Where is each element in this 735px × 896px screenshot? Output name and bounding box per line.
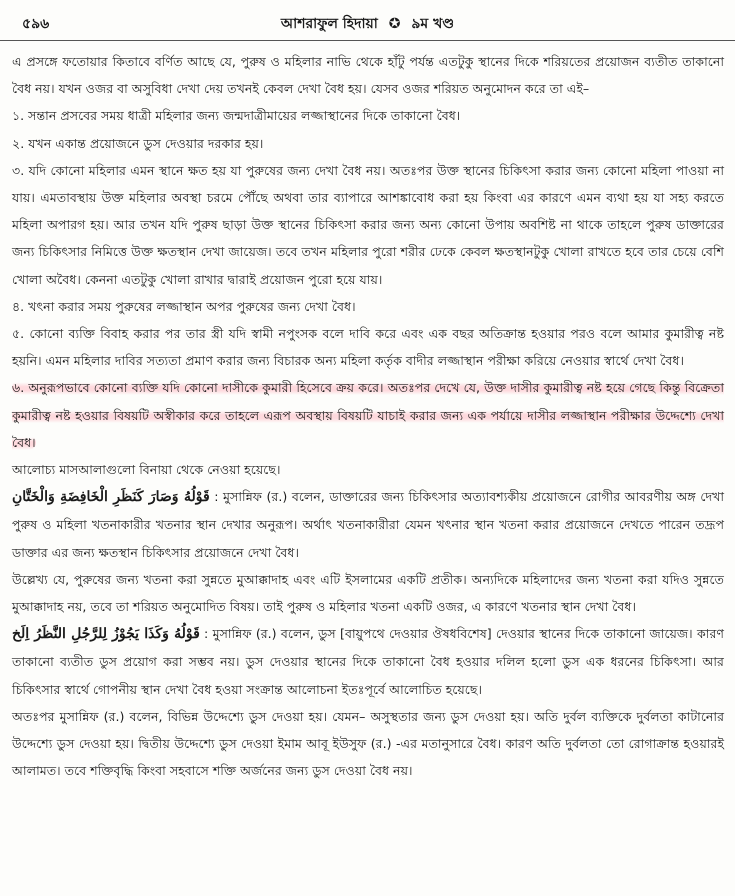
arabic-heading-1: قَوْلُهُ وَصَارَ كَنَظَرِ الْخَافِضَةِ وَالْخَتَّانِ [12, 489, 210, 506]
list-item-3: ৩. যদি কোনো মহিলার এমন স্থানে ক্ষত হয় যা পুরুষের জন্য দেখা বৈধ নয়। অতঃপর উক্ত স্থানের চিকিৎসা করার জন্য কোনো মহিলা পাওয়া না যায়। এমতাবস্থায় উক্ত মহিলার অবস্থা চরমে পৌঁছে অথবা তার ব্যাপারে আশঙ্কাবোধ করা হয় কিংবা এর কারণে এমন ব্যথা হয় যা সহ্য করতে মহিলা অপারগ হয়। আর তখন যদি পুরুষ ছাড়া উক্ত স্থানের চিকিৎসা করার জন্য অন্য কোনো উপায় অবশিষ্ট না থাকে তাহলে পুরুষ ডাক্তারের জন্য চিকিৎসার নিমিত্তে উক্ত ক্ষতস্থান দেখা জায়েজ। তবে তখন মহিলার পুরো শরীর ঢেকে কেবল ক্ষতস্থানটুকু খোলা রাখতে হবে তার চেয়ে বেশি খোলা অবৈধ। কেননা এতটুকু খোলা রাখার দ্বারাই প্রয়োজন পুরো হয়ে যায়। [12, 162, 724, 287]
highlight-mark: ৬. অনুরূপভাবে কোনো ব্যক্তি যদি কোনো দাসীকে কুমারী হিসেবে ক্রয় করে। অতঃপর দেখে যে, উক্ত দাসীর কুমারীত্ব নষ্ট হয়ে গেছে কিন্তু বিক্রেতা কুমারীত্ব নষ্ট হওয়ার বিষয়টি অস্বীকার করে তাহলে এরূপ অবস্থায় বিষয়টি যাচাই করার জন্য এক পর্যায়ে দাসীর লজ্জাস্থান পরীক্ষার উদ্দেশ্যে দেখা বৈধ। [12, 380, 724, 450]
commentary-2-lead: : মুসান্নিফ (র.) বলেন, ডুস [বায়ুপথে দেওয়ার ঔষধবিশেষ] দেওয়ার স্থানের দিকে [199, 626, 600, 642]
list-item-5: ৫. কোনো ব্যক্তি বিবাহ করার পর তার স্ত্রী যদি স্বামী নপুংসক বলে দাবি করে এবং এক বছর অতিক্রান্ত হওয়ার পরও বলে আমার কুমারীত্ব নষ্ট হয়নি। এমন মহিলার দাবির সত্যতা প্রমাণ করার জন্য বিচারক অন্য মহিলা কর্তৃক বাদীর লজ্জাস্থান পরীক্ষা করিয়ে নেওয়ার স্বার্থে দেখা বৈধ। [12, 326, 724, 369]
source-note: আলোচ্য মাসআলাগুলো বিনায়া থেকে নেওয়া হয়েছে। [12, 462, 281, 478]
intro-paragraph: এ প্রসঙ্গে ফতোয়ার কিতাবে বর্ণিত আছে যে, পুরুষ ও মহিলার নাভি থেকে হাঁটু পর্যন্ত এতটুকু স্থানের দিকে শরিয়তের প্রয়োজন ব্যতীত তাকানো বৈধ নয়। যখন ওজর বা অসুবিধা দেখা দেয় তখনই কেবল দেখা বৈধ হয়। যেসব ওজর শরিয়ত অনুমোদন করে তা এই– [12, 54, 724, 97]
commentary-1-lead: : মুসান্নিফ (র.) বলেন, ডাক্তারের জন্য চিকিৎসার অত্যাবশ্যকীয় প্রয়োজনে রোগীর [209, 489, 621, 505]
circumcision-note: উল্লেখ্য যে, পুরুষের জন্য খতনা করা সুন্নতে মুআক্কাদাহ এবং এটি ইসলামের একটি প্রতীক। অন্যদিকে মহিলাদের জন্য খতনা করা যদিও সুন্নতে মুআক্কাদাহ নয়, তবে তা শরিয়ত অনুমোদিত বিষয়। তাই পুরুষ ও মহিলার খতনা একটি ওজর, এ কারণে খতনার স্থান দেখা বৈধ। [12, 571, 724, 615]
commentary-paragraph-2 [12, 620, 724, 703]
list-item-2: ২. যখন একান্ত প্রয়োজনে ডুস দেওয়ার দরকার হয়। [12, 135, 264, 151]
list-item-4: ৪. খৎনা করার সময় পুরুষের লজ্জাস্থান অপর পুরুষের জন্য দেখা বৈধ। [12, 298, 356, 314]
page-header [0, 0, 735, 41]
commentary-1-body: আবরণীয় অঙ্গ দেখা পুরুষ ও মহিলা খতনাকারীর খতনার স্থান দেখার অনুরূপ। অর্থাৎ খতনাকারীরা যেমন খৎনার স্থান খতনা করার প্রয়োজনে দেখতে পারেন তদ্রূপ ডাক্তার এর জন্য ক্ষতস্থান চিকিৎসার প্রয়োজনে দেখা বৈধ। [12, 489, 724, 560]
list-item-6-highlighted [12, 374, 724, 456]
list-item-1: ১. সন্তান প্রসবের সময় ধাত্রী মহিলার জন্য জন্মদাত্রীমায়ের লজ্জাস্থানের দিকে তাকানো বৈধ। [12, 108, 461, 124]
closing-paragraph: অতঃপর মুসান্নিফ (র.) বলেন, বিভিন্ন উদ্দেশ্যে ডুস দেওয়া হয়। যেমন– অসুস্থতার জন্য ডুস দেওয়া হয়। অতি দুর্বল ব্যক্তিকে দুর্বলতা কাটানোর উদ্দেশ্যে ডুস দেওয়া হয়। দ্বিতীয় উদ্দেশ্যে ডুস দেওয়া ইমাম আবূ ইউসুফ (র.) -এর মতানুসারে বৈধ। কারণ অতি দুর্বলতা তো রোগাক্রান্ত হওয়ারই আলামত। তবে শক্তিবৃদ্ধি কিংবা সহবাসে শক্তি অর্জনের জন্য ডুস দেওয়া বৈধ নয়। [12, 708, 724, 779]
book-title: আশরাফুল হিদায়া [280, 16, 378, 32]
running-title [0, 12, 735, 36]
commentary-paragraph-1 [12, 483, 724, 566]
commentary-2-body: তাকানো জায়েজ। কারণ তাকানো ব্যতীত ডুস প্রয়োগ করা সম্ভব নয়। ডুস দেওয়ার স্থানের দিকে তাকানো বৈধ হওয়ার দলিল হলো ডুস এক ধরনের চিকিৎসা। আর চিকিৎসার স্বার্থে গোপনীয় স্থান দেখা বৈধ হওয়া সংক্রান্ত আলোচনা ইতঃপূর্বে আলোচিত হয়েছে। [12, 626, 724, 697]
arabic-heading-2: قَوْلُهُ وَكَذَا يَجُوْزُ لِلرَّجُلِ النَّظَرُ اِلَخ [12, 626, 200, 643]
star-icon: ✪ [388, 16, 401, 32]
volume-label: ৯ম খণ্ড [411, 16, 455, 32]
page-number: ৫৯৬ [22, 16, 50, 32]
page-body [12, 48, 724, 784]
